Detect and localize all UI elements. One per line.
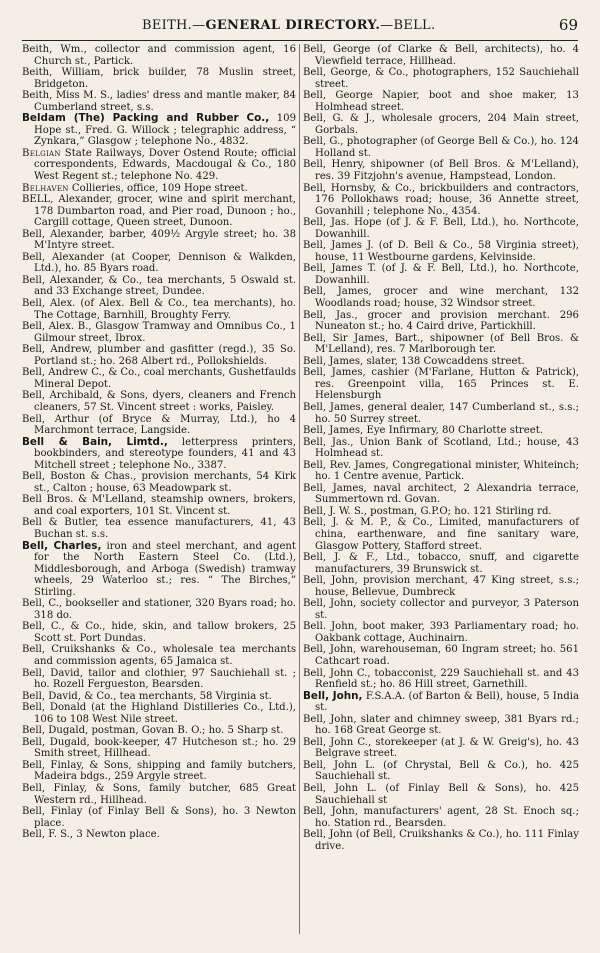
- directory-entry: [22, 113, 296, 148]
- entry-details: Union Bank of Scotland, Ltd.; house, 43 Holmhead st.: [315, 436, 579, 460]
- entry-name: Bell, J. & M. P., & Co.,: [303, 517, 433, 529]
- entry-details: Glasgow Tramway and Omnibus Co., 1 Gilmour street, Ibrox.: [34, 321, 296, 344]
- entry-name: Bell, G. & J.,: [303, 113, 376, 125]
- left-column: [22, 44, 296, 841]
- entry-details: photographers, 152 Sauchiehall street.: [315, 67, 579, 90]
- page-header: [22, 16, 578, 38]
- entry-name: Bell, Hornsby, & Co.,: [303, 182, 416, 194]
- entry-details: brickbuilders and contractors, 176 Pollokhaws road; house, 36 Annette street, Govanhill ; telephone No., 4354.: [315, 182, 579, 217]
- directory-entry: [303, 506, 579, 518]
- entry-details: cashier (M'Farlane, Hutton & Patrick), res. Greenpoint villa, 165 Princes st. E. Helensburgh: [315, 367, 579, 402]
- entry-details: F.S.A.A. (of Barton & Bell), house, 5 India st.: [315, 690, 579, 714]
- directory-entry: [303, 113, 579, 136]
- entry-name: Beldam (The) Packing and Rubber Co.,: [22, 112, 270, 125]
- directory-entry: [303, 714, 579, 737]
- entry-name: Bell, James,: [303, 425, 364, 437]
- entry-details: (of Bryce & Murray, Ltd.), ho 4 Marchmont terrace, Langside.: [34, 413, 296, 437]
- entry-name: Beith, William,: [22, 67, 104, 79]
- entry-name: Bell, Jas.,: [303, 309, 358, 321]
- entry-name: Bell, Arthur: [22, 413, 89, 425]
- entry-details: slater, 138 Cowcaddens street.: [366, 355, 525, 367]
- running-head: BEITH.—GENERAL DIRECTORY.—BELL.: [142, 18, 436, 33]
- entry-details: (of Finlay Bell & Sons), ho. 425 Sauchiehall st: [315, 783, 579, 806]
- entry-name: Bell, Rev. James,: [303, 459, 389, 471]
- directory-entry: [22, 367, 296, 390]
- entry-name: Bell, F. S.,: [22, 829, 74, 841]
- entry-details: 3 Newton place.: [76, 829, 160, 841]
- entry-details: collector and commission agent, 16 Church st., Partick.: [34, 44, 296, 67]
- entry-name: Bell, Sir James, Bart.,: [303, 332, 424, 344]
- entry-name: Belhaven: [22, 182, 69, 194]
- entry-details: shipowner (of Bell Bros. & M'Lelland), res. 39 Fitzjohn's avenue, Hampstead, London.: [315, 159, 579, 183]
- directory-entry: [303, 67, 579, 90]
- entry-details: general dealer, 147 Cumberland st., s.s.; ho. 50 Surrey street.: [315, 401, 579, 425]
- entry-name: Beith, Miss M. S.,: [22, 90, 114, 102]
- entry-name: Bell Bros. & M'Lelland,: [22, 494, 147, 506]
- entry-details: tobacconist, 229 Sauchiehall st. and 43 Renfield st.; ho. 86 Hill street, Garnethill.: [315, 667, 579, 691]
- entry-name: Bell, Jas.,: [303, 436, 354, 448]
- entry-details: postman, Govan B. O.; ho. 5 Sharp st.: [91, 725, 284, 737]
- directory-entry: [22, 668, 296, 691]
- entry-details: (of Alex. Bell & Co., tea merchants), ho. The Cottage, Barnhill, Broughty Ferry.: [34, 298, 296, 321]
- running-head-left: BEITH.: [142, 18, 193, 33]
- right-column: [303, 44, 579, 852]
- column-divider: [299, 44, 300, 934]
- directory-entry: [303, 310, 579, 333]
- directory-entry: [22, 229, 296, 252]
- directory-entry: [303, 136, 579, 159]
- directory-entry: [22, 829, 296, 841]
- entry-details: 109 Hope st., Fred. G. Willock ; telegraphic address, “ Zynkara,” Glasgow ; telephone No., 4832.: [34, 113, 296, 148]
- entry-name: Bell, John,: [303, 689, 363, 702]
- directory-entry: [22, 471, 296, 494]
- entry-details: slater and chimney sweep, 381 Byars rd.; ho. 168 Great George st.: [315, 713, 579, 737]
- directory-entry: [22, 737, 296, 760]
- directory-entry: [303, 240, 579, 263]
- entry-details: tea merchants, 5 Oswald st. and 33 Exchange street, Dundee.: [34, 274, 296, 298]
- entry-name: Bell, Alexander, & Co.,: [22, 274, 143, 286]
- entry-name: Bell, James,: [303, 401, 364, 413]
- directory-entry: [22, 183, 296, 195]
- entry-name: Bell, Alexander: [22, 251, 104, 263]
- directory-entry: [303, 783, 579, 806]
- entry-name: Bell, Andrew C., & Co.,: [22, 367, 141, 379]
- entry-name: Bell, Andrew,: [22, 344, 93, 356]
- directory-entry: [22, 517, 296, 540]
- entry-name: Bell, James,: [303, 286, 372, 298]
- entry-details: photographer (of George Bell & Co.), ho. 124 Holland st.: [315, 136, 579, 159]
- entry-name: Belgian: [22, 147, 61, 159]
- entry-details: letterpress printers, bookbinders, and stereotype founders, 41 and 43 Mitchell street ; telephone No., 3387.: [34, 436, 296, 471]
- entry-details: boot maker, 393 Parliamentary road; ho. Oakbank cottage, Auchinairn.: [315, 621, 579, 644]
- entry-details: (at the Highland Distilleries Co., Ltd.), 106 to 108 West Nile street.: [34, 702, 296, 725]
- directory-entry: [22, 621, 296, 644]
- directory-entry: [22, 344, 296, 367]
- entry-details: (of Chrystal, Bell & Co.), ho. 425 Sauchiehall st.: [315, 759, 579, 783]
- entry-details: Alexander, grocer, wine and spirit merchant, 178 Dumbarton road, and Pier road, Dunoon ; ho., Cargill cottage, Queen street, Dunoon.: [34, 194, 296, 229]
- entry-details: barber, 409½ Argyle street; ho. 38 M'Intyre street.: [34, 228, 296, 252]
- entry-name: Bell, George: [303, 44, 371, 55]
- entry-name: Bell, John,: [303, 806, 358, 818]
- entry-name: Bell, James,: [303, 367, 366, 379]
- entry-details: Limited, manufacturers of china, earthenware, and fine sanitary ware, Glasgow Pottery, Stafford street.: [315, 517, 579, 552]
- entry-details: ladies' dress and mantle maker, 84 Cumberland street, s.s.: [34, 90, 296, 113]
- entry-name: Bell, John,: [303, 644, 357, 656]
- entry-name: Bell, Finlay, & Sons,: [22, 783, 141, 794]
- directory-entry: [303, 737, 579, 760]
- directory-entry: [22, 194, 296, 229]
- directory-entry: [303, 183, 579, 218]
- directory-entry: [303, 460, 579, 483]
- running-head-right: BELL.: [393, 18, 436, 33]
- entry-name: Bell, Donald: [22, 702, 87, 714]
- entry-details: brick builder, 78 Muslin street, Bridgeton.: [34, 67, 296, 90]
- entry-details: naval architect, 2 Alexandria terrace, Summertown rd. Govan.: [315, 482, 579, 506]
- entry-name: Bell, James,: [303, 482, 367, 494]
- directory-entry: [303, 333, 579, 356]
- directory-entry: [22, 390, 296, 413]
- header-rule: [22, 40, 578, 41]
- entry-details: tailor and clothier, 97 Sauchiehall st. ; ho. Rozell Fergueston, Bearsden.: [34, 667, 296, 691]
- directory-entry: [303, 367, 579, 402]
- directory-entry: [22, 321, 296, 344]
- entry-details: storekeeper (at J. & W. Greig's), ho. 43 Belgrave street.: [315, 736, 579, 760]
- entry-name: Bell, Cruikshanks & Co.,: [22, 644, 157, 656]
- entry-name: Bell, Finlay: [22, 806, 83, 818]
- directory-entry: [22, 414, 296, 437]
- entry-details: postman, G.P.O; ho. 121 Stirling rd.: [370, 505, 552, 517]
- entry-name: Bell, C., & Co.,: [22, 621, 106, 633]
- entry-details: shipping and family butchers, Madeira bdgs., 259 Argyle street.: [34, 759, 296, 783]
- entry-name: Bell, John C.,: [303, 736, 372, 748]
- entry-details: (of Bell, Cruikshanks & Co.), ho. 111 Finlay drive.: [315, 829, 579, 852]
- entry-details: coal merchants, Gushetfaulds Mineral Depot.: [34, 367, 296, 390]
- entry-name: Bell & Butler,: [22, 517, 99, 529]
- entry-name: Bell, John,: [303, 598, 357, 610]
- page-number: 69: [558, 16, 578, 34]
- directory-entry: [22, 541, 296, 599]
- entry-details: plumber and gasfitter (regd.), 35 So. Portland st.; ho. 268 Albert rd., Pollokshields.: [34, 344, 296, 367]
- entry-details: family butcher, 685 Great Western rd., Hillhead.: [34, 783, 296, 806]
- entry-details: grocer and provision merchant. 296 Nuneaton st.; ho. 4 Caird drive, Partickhill.: [315, 309, 579, 333]
- entry-name: Bell, G.,: [303, 136, 344, 148]
- directory-entry: [22, 148, 296, 183]
- directory-entry: [22, 702, 296, 725]
- directory-entry: [22, 598, 296, 621]
- entry-name: Bell, C.,: [22, 598, 63, 610]
- entry-name: Bell, Charles,: [22, 539, 102, 552]
- entry-details: Eye Infirmary, 80 Charlotte street.: [366, 425, 543, 437]
- directory-entry: [22, 806, 296, 829]
- entry-name: Bell, J. & F., Ltd.,: [303, 552, 410, 564]
- entry-details: (at Cooper, Dennison & Walkden, Ltd.), ho. 85 Byars road.: [34, 251, 296, 275]
- directory-entry: [22, 783, 296, 806]
- entry-details: wholesale tea merchants and commission agents, 65 Jamaica st.: [34, 644, 296, 667]
- running-head-center: GENERAL DIRECTORY.: [205, 18, 381, 33]
- entry-name: Bell, John,: [303, 713, 357, 725]
- entry-details: provision merchant, 47 King street, s.s.; house, Bellevue, Dumbreck: [315, 575, 579, 598]
- directory-entry: [303, 806, 579, 829]
- directory-entry: [22, 725, 296, 737]
- entry-name: Bell, James,: [303, 355, 364, 367]
- entry-name: Bell & Bain, Limtd.,: [22, 435, 168, 448]
- entry-details: book-keeper, 47 Hutcheson st.; ho. 29 Smith street, Hillhead.: [34, 736, 296, 760]
- directory-entry: [303, 356, 579, 368]
- entry-details: (of Clarke & Bell, architects), ho. 4 Viewfield terrace, Hillhead.: [315, 44, 579, 67]
- directory-entry: [303, 668, 579, 691]
- directory-entry: [303, 217, 579, 240]
- directory-entry: [303, 760, 579, 783]
- directory-entry: [22, 275, 296, 298]
- entry-name: BELL,: [22, 194, 54, 206]
- directory-entry: [303, 575, 579, 598]
- directory-entry: [22, 252, 296, 275]
- entry-details: dyers, cleaners and French cleaners, 57 St. Vincent street : works, Paisley.: [34, 390, 296, 413]
- directory-entry: [22, 691, 296, 703]
- directory-entry: [303, 552, 579, 575]
- directory-entry: [303, 621, 579, 644]
- directory-entry: [303, 644, 579, 667]
- entry-name: Bell, David,: [22, 667, 83, 679]
- entry-details: hide, skin, and tallow brokers, 25 Scott st. Port Dundas.: [34, 621, 296, 644]
- directory-entry: [22, 494, 296, 517]
- entry-name: Bell, Alex. B.,: [22, 321, 92, 333]
- directory-entry: [303, 159, 579, 182]
- entry-name: Bell, John L.: [303, 783, 377, 794]
- entry-name: Bell, John: [303, 829, 353, 841]
- directory-entry: [303, 90, 579, 113]
- entry-name: Bell, Henry,: [303, 159, 366, 171]
- entry-details: shipowner (of Bell Bros. & M'Lelland), res. 7 Marlborough ter.: [315, 332, 579, 356]
- directory-entry: [22, 44, 296, 67]
- directory-entry: [22, 644, 296, 667]
- directory-entry: [303, 517, 579, 552]
- directory-entry: [303, 598, 579, 621]
- entry-name: Bell, George, & Co.,: [303, 67, 409, 79]
- entry-details: (of J. & F. Bell, Ltd.), ho. Northcote, Dowanhill.: [315, 217, 579, 240]
- entry-details: (of D. Bell & Co., 58 Virginia street), house, 11 Westbourne gardens, Kelvinside.: [315, 240, 579, 263]
- directory-entry: [22, 437, 296, 472]
- entry-details: wholesale grocers, 204 Main street, Gorbals.: [315, 113, 579, 136]
- entry-details: tea essence manufacturers, 41, 43 Buchan st. s.s.: [34, 517, 296, 540]
- directory-entry: [303, 425, 579, 437]
- directory-entry: [22, 760, 296, 783]
- directory-entry: [303, 483, 579, 506]
- entry-name: Bell, Dugald,: [22, 725, 89, 737]
- entry-details: tobacco, snuff, and cigarette manufacturers, 39 Brunswick st.: [315, 552, 579, 575]
- entry-name: Bell, David, & Co.,: [22, 690, 117, 702]
- entry-name: Bell, Alexander,: [22, 228, 105, 240]
- entry-details: (of Finlay Bell & Sons), ho. 3 Newton place.: [34, 806, 297, 829]
- entry-name: Bell, Jas. Hope: [303, 217, 382, 229]
- entry-details: State Railways, Dover Ostend Route; official correspondents, Edwards, Macdougal & Co., 180 West Regent st.; telephone No. 429.: [34, 147, 296, 183]
- directory-entry: [303, 286, 579, 309]
- entry-name: Beith, Wm.,: [22, 44, 87, 55]
- entry-name: Bell, John C.,: [303, 667, 371, 679]
- directory-entry: [22, 298, 296, 321]
- entry-details: iron and steel merchant, and agent for the North Eastern Steel Co. (Ltd.), Middlesborough, and Arboga (Swedish) tramway wheels, 29 Waterloo st.; res. “ The Birches,” Stirling.: [34, 540, 296, 598]
- directory-entry: [22, 90, 296, 113]
- directory-entry: [303, 829, 579, 852]
- entry-name: Bell, Archibald, & Sons,: [22, 390, 149, 402]
- entry-name: Bell, George Napier,: [303, 90, 420, 102]
- entry-name: Bell, James J.: [303, 240, 374, 252]
- entry-details: Congregational minister, Whiteinch; ho. 1 Centre avenue, Partick.: [315, 459, 579, 483]
- entry-details: boot and shoe maker, 13 Holmhead street.: [315, 90, 579, 113]
- entry-name: Bell, John L.: [303, 759, 376, 771]
- entry-details: provision merchants, 54 Kirk st., Calton ; house, 63 Meadowpark st.: [34, 471, 296, 494]
- entry-details: (of J. & F. Bell, Ltd.), ho. Northcote, Dowanhill.: [315, 263, 579, 286]
- directory-entry: [303, 691, 579, 714]
- entry-details: bookseller and stationer, 320 Byars road; ho. 318 do.: [34, 598, 297, 621]
- entry-details: steamship owners, brokers, and coal exporters, 101 St. Vincent st.: [34, 494, 296, 517]
- entry-name: Bell, Alex.: [22, 298, 76, 310]
- entry-name: Bell, Dugald,: [22, 736, 90, 748]
- directory-entry: [303, 402, 579, 425]
- entry-details: Collieries, office, 109 Hope street.: [71, 182, 248, 194]
- directory-entry: [303, 263, 579, 286]
- entry-details: grocer and wine merchant, 132 Woodlands road; house, 32 Windsor street.: [315, 286, 580, 310]
- entry-details: tea merchants, 58 Virginia st.: [119, 690, 272, 702]
- directory-entry: [303, 437, 579, 460]
- directory-entry: [22, 67, 296, 90]
- entry-name: Bell. John,: [303, 621, 358, 633]
- entry-details: manufacturers' agent, 28 St. Enoch sq.; ho. Station rd., Bearsden.: [315, 806, 579, 829]
- entry-name: Bell, John,: [303, 575, 358, 587]
- entry-details: warehouseman, 60 Ingram street; ho. 561 Cathcart road.: [315, 644, 579, 667]
- directory-entry: [303, 44, 579, 67]
- entry-name: Bell, Finlay, & Sons,: [22, 759, 132, 771]
- entry-name: Bell, J. W. S.,: [303, 505, 367, 517]
- entry-name: Bell, James T.: [303, 263, 377, 275]
- entry-name: Bell, Boston & Chas.,: [22, 471, 137, 483]
- entry-details: society collector and purveyor, 3 Paterson st.: [315, 598, 579, 621]
